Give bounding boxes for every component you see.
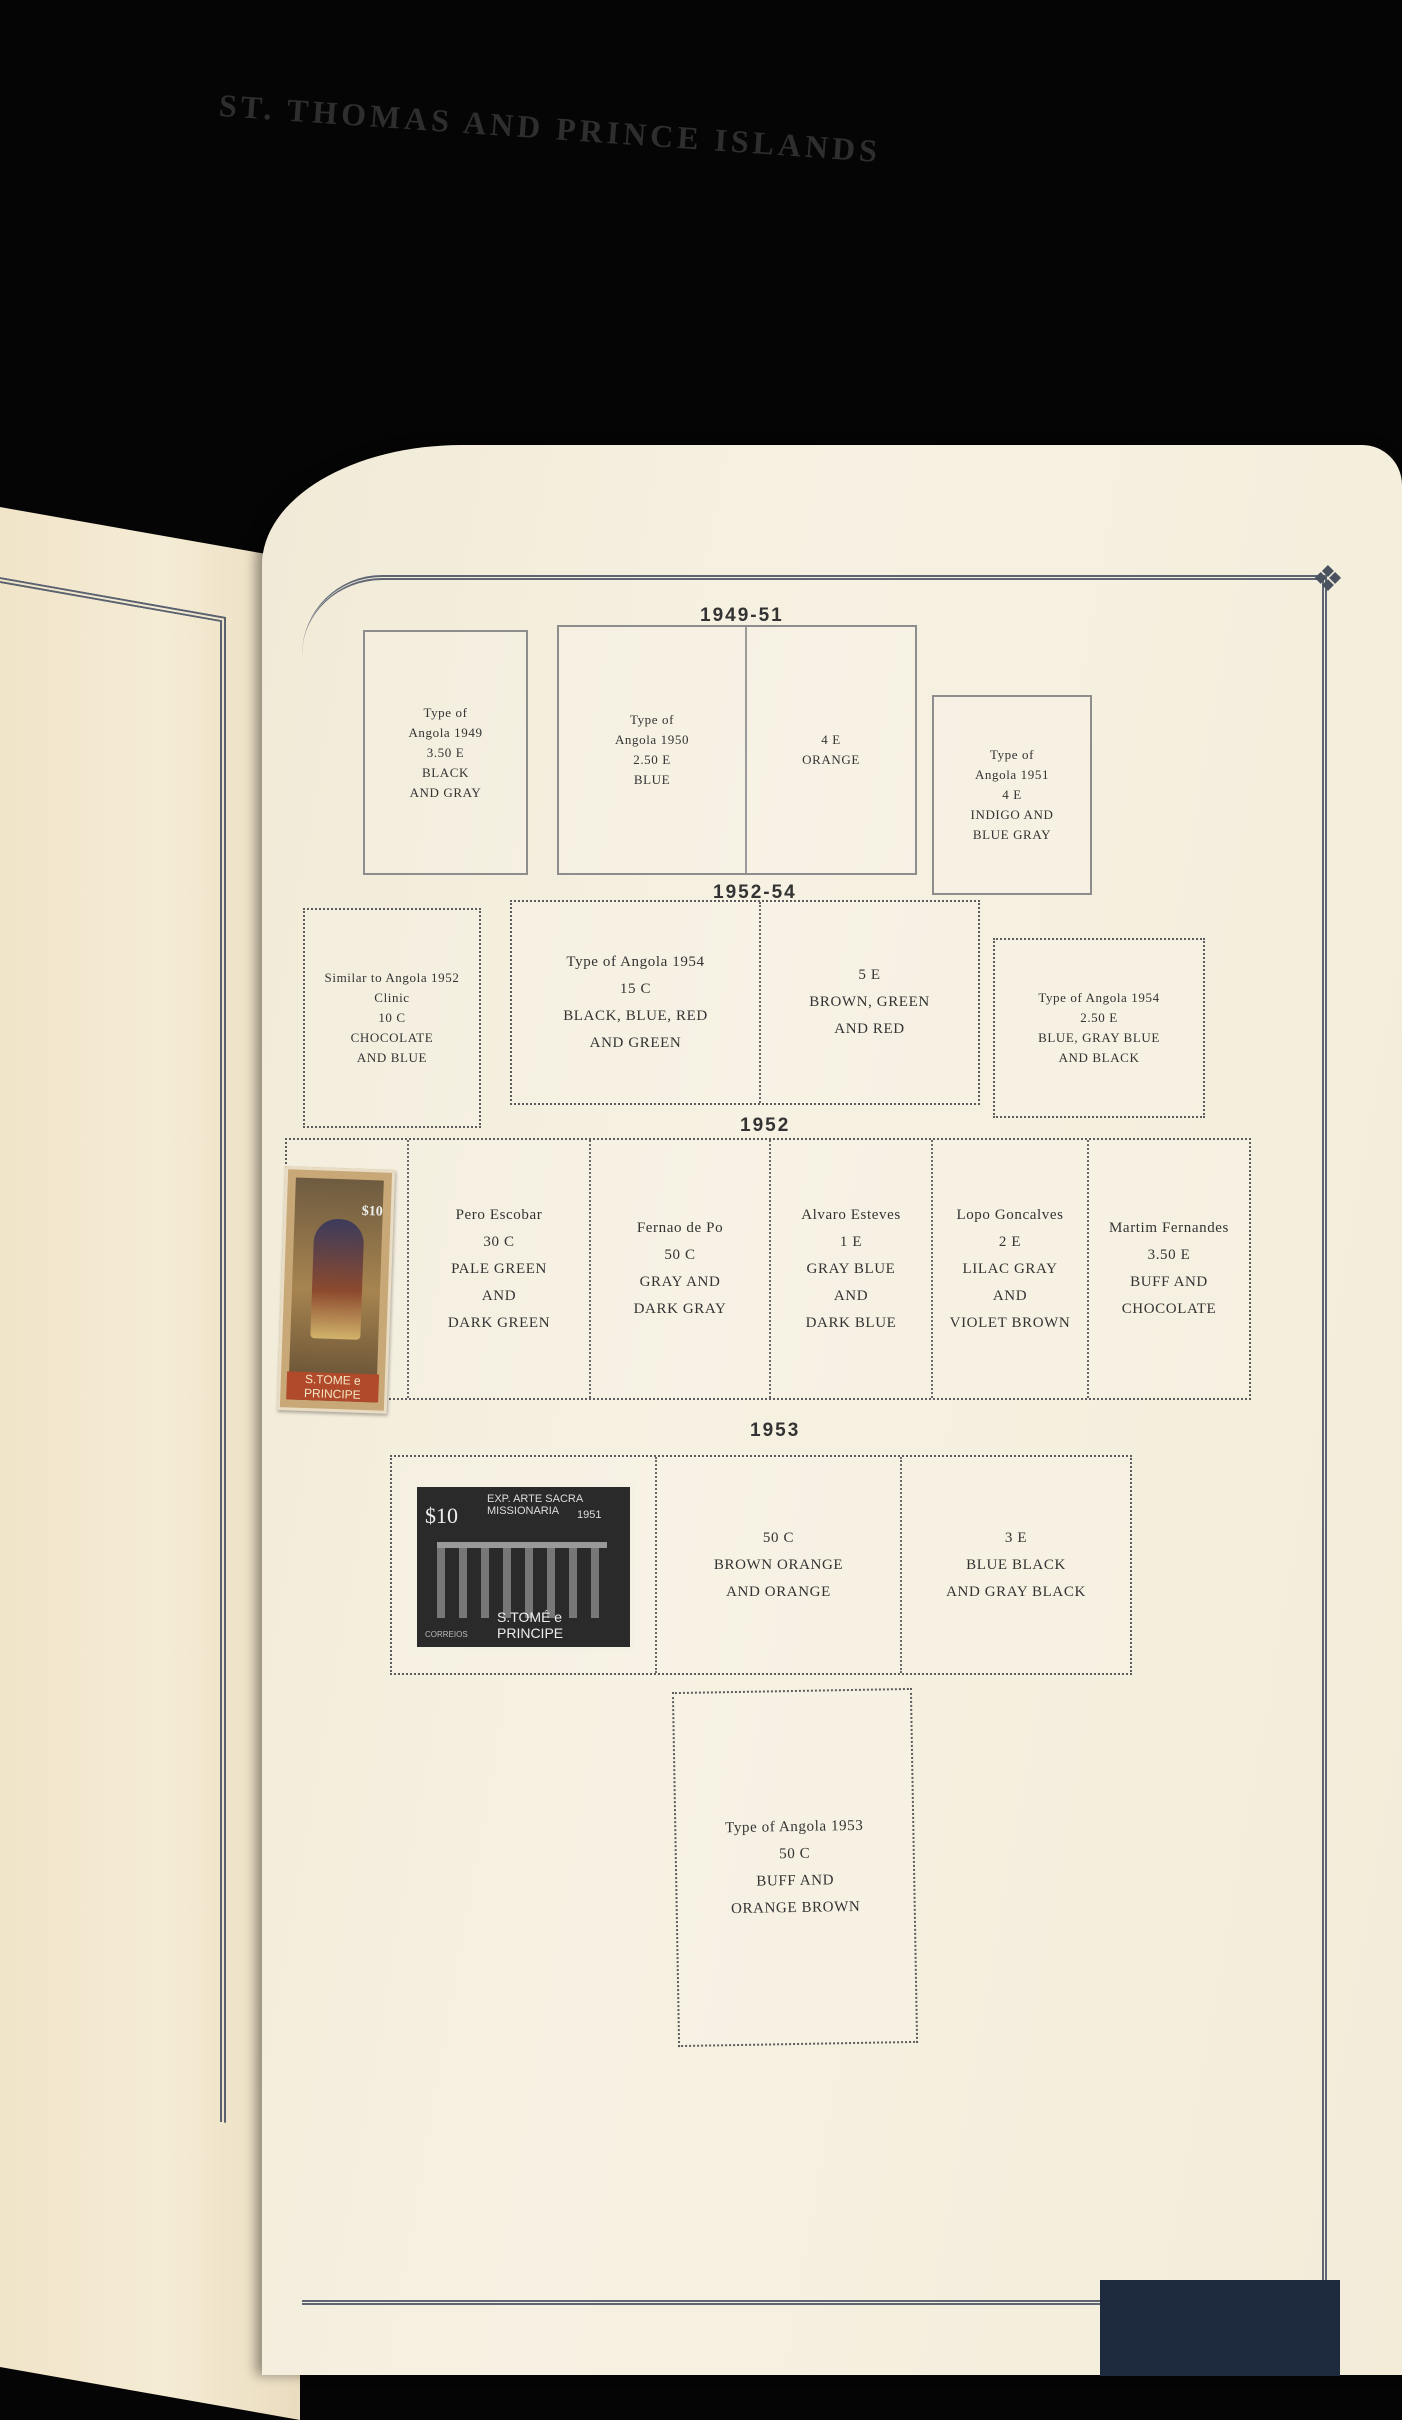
label-line: LILAC GRAY [962,1260,1058,1277]
label-line: 10 C [378,1010,406,1025]
label-line: Martim Fernandes [1109,1220,1229,1236]
label-line: 5 E [858,967,881,983]
label-line: Type of Angola 1954 [566,953,705,970]
stamp-space [303,908,481,1128]
stamp-space-label [589,1140,769,1398]
label-line: 2.50 E [1080,1010,1118,1025]
label-line: Lopo Goncalves [956,1206,1064,1223]
label-line: 2.50 E [633,752,671,767]
label-line: BLACK [421,764,470,780]
stamp-space [363,630,528,875]
stamp-space-label [931,1140,1087,1398]
section-year-1952-54: 1952-54 [713,882,797,903]
label-line: BLUE GRAY [972,827,1052,842]
label-line: ORANGE [802,752,860,767]
stamp-space-label [407,1140,589,1398]
stamp-space-label [1087,1140,1249,1398]
label-line: BUFF AND [756,1871,835,1890]
label-line: AND [833,1287,869,1304]
section-year-1952: 1952 [740,1115,791,1136]
stamp-space-label [674,1690,916,2045]
label-line: 15 C [619,980,652,997]
label-line: CHOCOLATE [1121,1301,1217,1317]
label-line: INDIGO AND [970,807,1054,822]
label-line: 30 C [483,1233,515,1250]
background-cover [1100,2280,1340,2376]
stamp-small-caption: CORREIOS [425,1630,468,1639]
label-line: BROWN ORANGE [713,1556,844,1573]
label-line: 50 C [664,1247,696,1263]
stamp-space-label [900,1457,1130,1673]
label-line: AND GREEN [589,1034,682,1051]
label-line: Angola 1951 [974,767,1050,782]
stamp-space-label [745,627,915,873]
label-line: ORANGE BROWN [730,1898,861,1917]
stamp-year: 1951 [577,1509,602,1521]
label-line: BROWN, GREEN [809,994,930,1010]
stamp-space-label [512,902,759,1103]
mounted-stamp-building[interactable] [413,1483,634,1651]
corner-ornament-icon: ❖ [1311,559,1344,599]
label-line: 2 E [998,1233,1022,1250]
label-line: BLUE, GRAY BLUE [1038,1030,1160,1045]
label-line: GRAY AND [639,1274,721,1290]
stamp-space-label [759,902,978,1103]
section-year-1953: 1953 [750,1420,801,1441]
label-line: BUFF AND [1130,1274,1208,1290]
stamp-space [672,1688,918,2047]
stamp-row [285,1138,1251,1400]
left-album-page [0,500,300,2420]
label-line: Angola 1950 [614,732,690,747]
label-line: Pero Escobar [455,1206,543,1223]
label-line: Type of Angola 1953 [725,1817,864,1836]
label-line: 50 C [762,1529,795,1546]
label-line: CHOCOLATE [350,1030,434,1045]
label-line: BLACK, BLUE, RED [563,1007,708,1024]
label-line: GRAY BLUE [806,1260,896,1277]
label-line: Clinic [374,990,410,1005]
label-line: Type of Angola 1954 [1038,990,1160,1005]
stamp-space-label [305,910,479,1126]
label-line: Fernao de Po [636,1220,724,1236]
label-line: Alvaro Esteves [801,1206,901,1223]
stamp-space-pair [557,625,917,875]
label-line: AND [992,1287,1028,1304]
label-line: VIOLET BROWN [949,1314,1071,1331]
label-line: 4 E [821,732,841,747]
label-line: 3.50 E [1147,1247,1191,1263]
label-line: AND BLUE [356,1050,428,1065]
label-line: 3.50 E [426,744,465,760]
stamp-caption: S.TOMÉ e PRINCIPE [497,1609,564,1641]
label-line: Similar to Angola 1952 [324,970,460,985]
stamp-caption: S.TOME e PRINCIPE [286,1371,379,1402]
stamp-space-label [655,1457,900,1673]
stamp-value: $10 [361,1203,384,1220]
building-arches-icon [437,1542,607,1618]
label-line: AND RED [834,1021,905,1037]
label-line: AND BLACK [1058,1050,1140,1065]
stamp-space-pair [510,900,980,1105]
stamp-space [932,695,1092,895]
label-line: BLUE BLACK [966,1556,1066,1573]
label-line: AND GRAY BLACK [946,1583,1086,1600]
label-line: DARK BLUE [805,1314,897,1331]
label-line: 4 E [1002,787,1022,802]
stamp-space-label [769,1140,931,1398]
label-line: 50 C [779,1845,811,1862]
section-year-1949: 1949-51 [700,605,784,626]
label-line: 1 E [839,1233,863,1250]
stamp-space [993,938,1205,1118]
stamp-space-label [559,627,745,873]
portrait-figure-icon [310,1218,364,1340]
label-line: AND ORANGE [726,1583,831,1600]
label-line: Type of [423,704,468,720]
label-line: Type of [629,712,675,727]
stamp-space-label [995,940,1203,1116]
label-line: 3 E [1004,1529,1028,1546]
label-line: AND [481,1287,517,1304]
left-page-border [0,574,226,2123]
label-line: Angola 1949 [408,724,483,740]
label-line: AND GRAY [409,784,482,800]
label-line: BLUE [633,772,671,787]
label-line: Type of [989,747,1035,762]
label-line: PALE GREEN [451,1260,547,1277]
stamp-value: $10 [425,1503,458,1528]
stamp-top-text: EXP. ARTE SACRA MISSIONARIA [487,1493,583,1517]
stamp-space-label [934,697,1090,893]
stamp-space-label [365,632,526,873]
label-line: DARK GREEN [447,1314,551,1331]
page-title: ST. THOMAS AND PRINCE ISLANDS [217,86,883,170]
label-line: DARK GRAY [633,1301,727,1317]
mounted-stamp-portrait[interactable] [277,1166,395,1414]
